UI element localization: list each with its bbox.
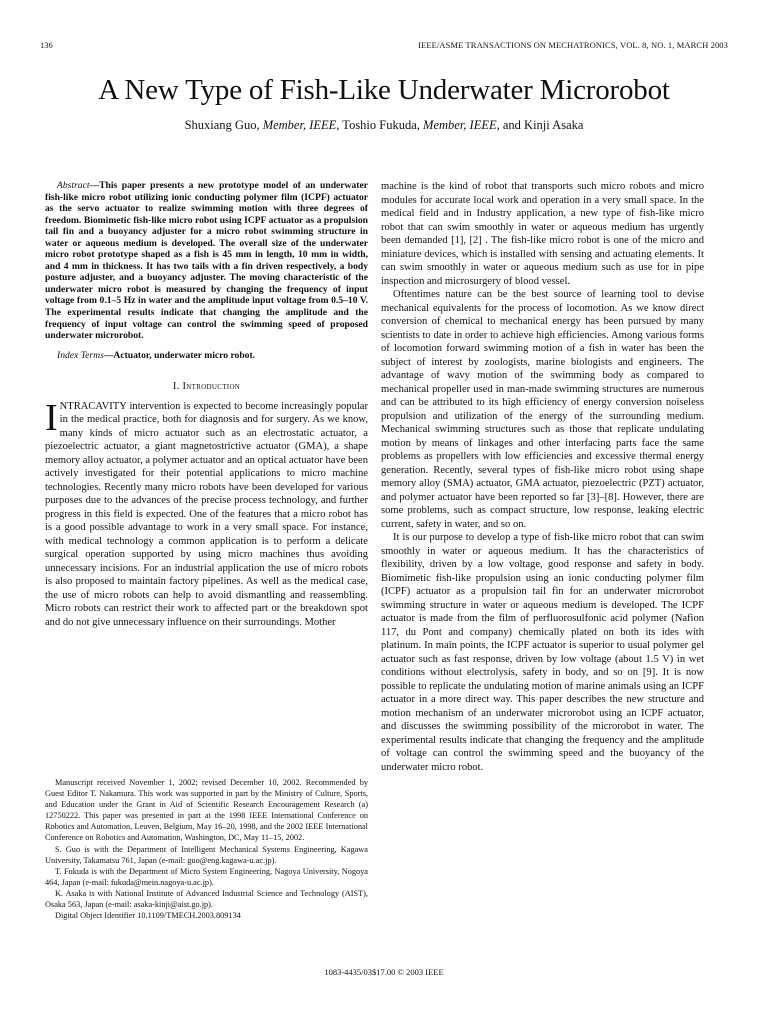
author-guo: Shuxiang Guo, <box>184 118 263 132</box>
index-terms-label: Index Terms <box>57 349 104 361</box>
section-number: I. <box>172 381 183 393</box>
section-title: Introduction <box>182 381 241 393</box>
intro-paragraph-1 <box>45 396 368 630</box>
section-heading-introduction <box>45 380 368 394</box>
footnote-fukuda: T. Fukuda is with the Department of Micro System Engineering, Nagoya University, Nogoya 464, Japan (e-mail: fukuda@mein.nagoya-u.ac.jp). <box>45 866 368 887</box>
author-fukuda: , Toshio Fukuda, <box>336 118 424 132</box>
footnote-guo: S. Guo is with the Department of Intelligent Mechanical Systems Engineering, Kagawa University, Takamatsu 761, Japan (e-mail: guo@eng.kagawa-u.ac.jp). <box>45 844 368 865</box>
right-column <box>381 180 704 774</box>
copyright-line: 1083-4435/03$17.00 © 2003 IEEE <box>324 967 444 977</box>
footnote-asaka: K. Asaka is with National Institute of Advanced Industrial Science and Technology (AIST), Osaka 563, Japan (e-mail: asaka-kinji@aist.go.jp). <box>45 888 368 910</box>
intro-paragraph-1-text: NTRACAVITY intervention is expected to become increasingly popular in the medical practice, both for diagnosis and for surgery. As we know, many kinds of micro actuator such as an electrostatic actuator, a piezoelectric actuator, a giant magnetostrictive actuator (GMA), a shape memory alloy actuator, a polymer actuator and an optical actuator have been actively investigated for their potential applications to micro machine technologies. Recently many micro robots have been developed for various purposes due to the advances of the precise process technology, and further progress in this field is expected. One of the features that a micro robot has is a good possible advantage to work in a very small space. For instance, with medical technology a common application is to perform a delicate surgical operation supported by using micro machines thus avoiding unnecessary incisions. For an industrial application the use of micro robots is also proposed to maintain factory pipelines. As well as the medical case, the use of micro robots can help to avoid dismantling and reassembling. Micro robots can restrict their work to affected part or the breakdown spot and do not give unnecessary influence on their surroundings. Mother <box>45 400 368 628</box>
footnote-doi: Digital Object Identifier 10.1109/TMECH.2003.809134 <box>55 911 241 921</box>
author-guo-role: Member, IEEE <box>262 118 337 132</box>
page-number: 136 <box>40 40 53 50</box>
drop-cap: I <box>45 396 58 439</box>
abstract-label: Abstract <box>57 180 90 191</box>
footnote-manuscript: Manuscript received November 1, 2002; revised December 10, 2002. Recommended by Guest Editor T. Nakamura. This work was supported in part by the Ministry of Culture, Sports, and Education under the Grant in Aid of Scientific Research Encouragement Research (a) 12750222. This paper was presented in part at the 1998 IEEE International Conference on Robotics and Automation, Leuven, Belgium, May 16–20, 1998, and the 2002 IEEE International Conference on Robotics and Automation, Washington, DC, May 11–15, 2002. <box>45 778 368 843</box>
author-fukuda-role: Member, IEEE <box>423 118 497 132</box>
intro-paragraph-continued: machine is the kind of robot that transports such micro robots and micro modules for accurate local work and operation in a very small space. In the medical field and in Industry application, a new type of fish-like micro robot that can swim smoothly in water or aqueous medium has urgently been demanded [1], [2] . The fish-like micro robot is one of the micro and miniature devices, which is installed with sensing and actuating elements. It can swim smoothly in water or aqueous medium such as use for in pipe inspection and microsurgery of blood vessel. <box>381 181 704 287</box>
index-terms-text: —Actuator, underwater micro robot. <box>103 349 256 361</box>
footnotes <box>45 777 368 921</box>
intro-paragraph-3: It is our purpose to develop a type of fish-like micro robot that can swim smoothly in water or aqueous medium. It has the characteristics of flexibility, driven by a low voltage, good response and safety in body. Biomimetic fish-like propulsion using an ionic conducting polymer film (ICPF) actuator as a propulsion tail fin for an underwater microrobot swimming structure in water or aqueous medium is developed. The ICPF actuator is made from the film of perfluorosulfonic acid polymer (Nafion 117, du Pont and company) chemically plated on both its ides with platinum. In main points, the ICPF actuator is superior to usual polymer gel actuator such as fast response, driven by low voltage (about 1.5 V) in wet conditions without electrolysis, safety in body, and so on [9]. It is now possible to replicate the undulating motion of marine animals using an ICPF actuator in a more direct way. This paper describes the new structure and motion mechanism of an underwater microrobot using an ICPF actuator, and discusses the swimming possibility of the microrobot in water. The experimental results indicate that changing the frequency and the amplitude of voltage can control the swimming speed and the buoyancy of the underwater micro robot. <box>381 532 704 773</box>
paper-title: A New Type of Fish-Like Underwater Microrobot <box>98 74 670 106</box>
abstract <box>45 180 368 342</box>
intro-paragraph-2: Oftentimes nature can be the best source of learning tool to devise mechanical equivalents for the process of locomotion. As we know direct conversion of chemical to mechanical energy has been pursued by many scientists to date in order to achieve high efficiencies. Among various forms of locomotion forward swimming motion of a fish in water has been the subject of interest by zoologists, marine biologists and engineers. The advantage of wavy motion of the swimming body as compared to mechanical propeller used in man-made swimming structures are numerous and can be attributed to its high efficiency of energy conversion noiseless propulsion and utilization of the energy of the surrounding medium. Mechanical swimming structures such as those that replicate undulating motion by means of linkages and other interfacing parts face the same problems as propellers with low efficiencies and excessive thermal energy generation. Recently, several types of fish-like micro robot using shape memory alloy (SMA) actuator, GMA actuator, piezoelectric (PZT) actuator, and polymer actuator have been reported so far [3]–[8]. However, there are some problems, such as compact structure, low response, leaking electric current, safety in water, and so on. <box>381 289 704 530</box>
abstract-text: —This paper presents a new prototype model of an underwater fish-like micro robot utilizing ionic conducting polymer film (ICPF) actuator as the servo actuator to realize swimming motion with three degrees of freedom. Biomimetic fish-like micro robot using ICPF actuator as a propulsion tail fin and a buoyancy adjuster for a micro robot swimming structure in water or aqueous medium is developed. The overall size of the underwater micro robot prototype shaped as a fish is 45 mm in length, 10 mm in width, and 4 mm in thickness. It has two tails with a fin driven respectively, a body posture adjuster, and a buoyancy adjuster. The moving characteristic of the underwater micro robot is measured by changing the frequency of input voltage from 0.1–5 Hz in water and the amplitude input voltage from 0.5–10 V. The experimental results indicate that changing the amplitude and the frequency of input voltage can control the swimming speed of proposed underwater microrobot. <box>45 180 368 342</box>
left-column <box>45 180 368 629</box>
author-line <box>0 118 768 133</box>
journal-header: IEEE/ASME TRANSACTIONS ON MECHATRONICS, VOL. 8, NO. 1, MARCH 2003 <box>418 40 728 50</box>
index-terms <box>45 350 368 362</box>
author-asaka: , and Kinji Asaka <box>496 118 584 132</box>
